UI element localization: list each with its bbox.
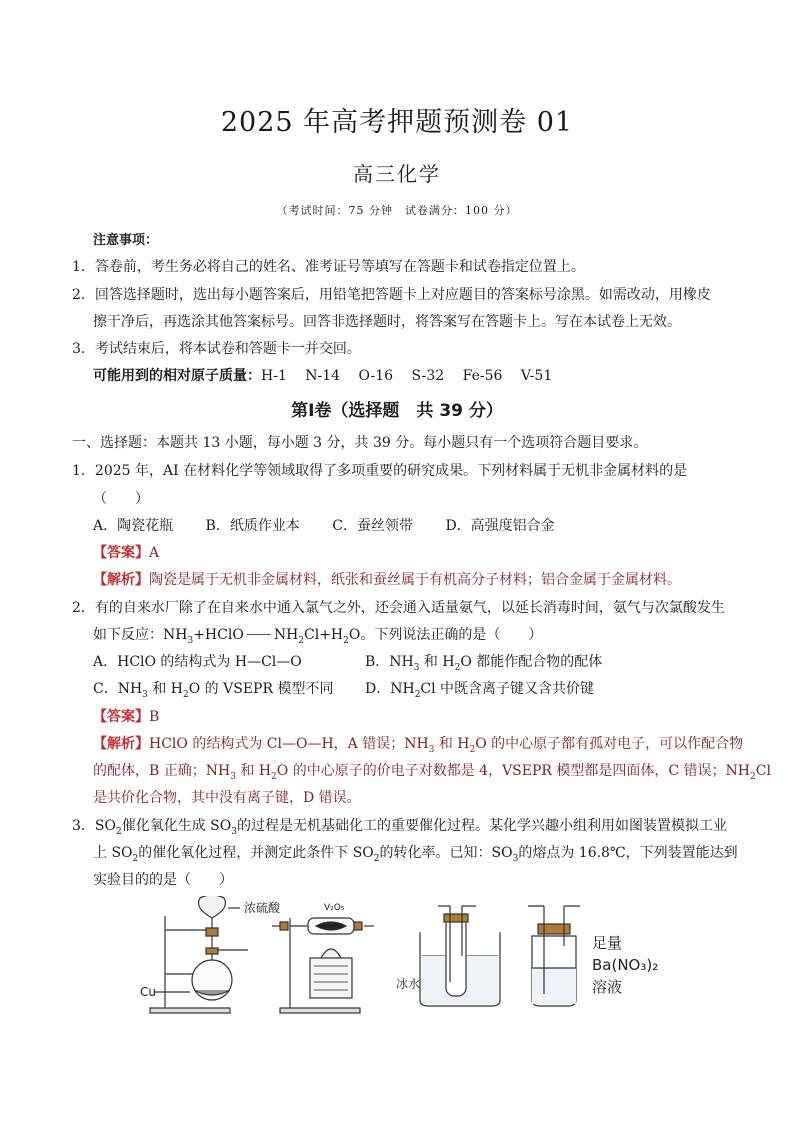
q2-option-c [93, 678, 333, 700]
catalyst-apparatus [272, 918, 374, 1013]
ice-bath-apparatus [420, 906, 500, 1006]
note-item-3: 3．考试结束后，将本试卷和答题卡一并交回。 [72, 341, 361, 357]
text: B．NH [365, 654, 414, 670]
text: 如下反应：NH [93, 627, 188, 643]
subscript: 2 [298, 635, 305, 646]
notes-heading: 注意事项： [93, 233, 159, 248]
text: Cl 中既含离子键又含共价键 [420, 681, 595, 697]
q1-options: A．陶瓷花瓶 B．纸质作业本 C．蚕丝领带 D．高强度铝合金 [93, 518, 555, 534]
atomic-mass-values: H-1 N-14 O-16 S-32 Fe-56 V-51 [261, 368, 553, 384]
wash-bottle-apparatus [528, 906, 580, 1006]
text: 的转化率。已知：SO [379, 845, 513, 861]
text: 的配体，B 正确；NH [93, 763, 231, 779]
fig-label-ice: 冰水 [396, 977, 421, 991]
q2-option-d [365, 678, 594, 700]
text: 的催化氧化过程，并测定此条件下 SO [138, 845, 374, 861]
text: O 的 VSEPR 模型不同 [188, 681, 334, 697]
note-item-2: 2．回答选择题时，选出每小题答案后，用铅笔把答题卡上对应题目的答案标号涂黑。如需改动，用橡皮 [72, 287, 711, 303]
atomic-mass-line [93, 365, 552, 385]
subject-title: 高三化学 [353, 162, 441, 186]
answer-label: 【答案】 [93, 709, 149, 725]
q3-stem-3: 实验目的的是（ ） [93, 872, 233, 888]
q2-analysis-1 [93, 733, 743, 755]
text: 催化氧化生成 SO [121, 818, 232, 834]
fig-label-ba-1: 足量 [592, 934, 623, 952]
answer-value: A [149, 545, 160, 561]
subscript: 2 [454, 662, 461, 673]
note-item-1: 1．答卷前，考生务必将自己的姓名、准考证号等填写在答题卡和试卷指定位置上。 [72, 259, 585, 275]
subscript: 3 [142, 689, 148, 700]
q3-stem-2 [93, 842, 738, 864]
subscript: 2 [750, 771, 756, 782]
answer-value: B [149, 709, 160, 725]
q2-answer [93, 706, 159, 726]
subscript: 3 [187, 635, 194, 646]
exam-title: 2025 年高考押题预测卷 01 [220, 107, 574, 138]
text: NH [273, 627, 299, 643]
text: O 都能作配合物的配体 [460, 654, 603, 670]
subscript: 2 [271, 771, 277, 782]
q2-stem-1: 2．有的自来水厂除了在自来水中通入氯气之外，还会通入适量氨气，以延长消毒时间，氨气与次氯酸发生 [72, 600, 725, 616]
q2-option-a: A．HClO 的结构式为 H—Cl—O [93, 654, 302, 670]
apparatus-figure [140, 896, 680, 1016]
q3-stem-1 [72, 815, 727, 837]
subscript: 2 [469, 744, 476, 755]
subscript: 2 [373, 853, 380, 864]
text: Cl [755, 763, 771, 779]
subscript: 3 [413, 662, 420, 673]
fig-label-cu: Cu [140, 985, 156, 999]
text: 和 H [434, 736, 470, 752]
text: 3．SO [72, 818, 116, 834]
text: D．NH [365, 681, 415, 697]
q2-option-b [365, 651, 602, 673]
analysis-label: 【解析】 [93, 572, 149, 588]
flask-apparatus [150, 896, 248, 1013]
fig-label-acid: 浓硫酸 [244, 901, 281, 915]
q1-stem: 1．2025 年，AI 在材料化学等领域取得了多项重要的研究成果。下列材料属于无机非金属材料的是 [72, 463, 688, 479]
q1-answer [93, 542, 159, 562]
equilibrium-arrow [247, 634, 271, 635]
subscript: 2 [132, 853, 139, 864]
fig-label-ba-2: Ba(NO₃)₂ [592, 956, 659, 974]
subscript: 3 [428, 744, 435, 755]
subscript: 2 [115, 826, 122, 837]
subscript: 3 [512, 853, 519, 864]
text: O 的中心原子的价电子对数都是 4，VSEPR 模型都是四面体，C 错误；NH [276, 763, 751, 779]
subscript: 2 [414, 689, 421, 700]
text: O。下列说法正确的是（ ） [348, 627, 543, 643]
analysis-label: 【解析】 [93, 736, 149, 752]
section-title: 第Ⅰ卷（选择题 共 39 分） [291, 401, 503, 421]
fig-label-v2o5: V₂O₅ [324, 903, 345, 913]
text: O 的中心原子都有孤对电子，可以作配合物 [475, 736, 744, 752]
q2-stem-2 [93, 624, 542, 646]
text: 的熔点为 16.8℃，下列装置能达到 [518, 845, 738, 861]
section-instruction: 一、选择题：本题共 13 小题，每小题 3 分，共 39 分。每小题只有一个选项符合题目要求。 [72, 435, 648, 451]
subscript: 2 [183, 689, 189, 700]
answer-label: 【答案】 [93, 545, 149, 561]
q2-analysis-2 [93, 760, 771, 782]
q1-blank: （ ） [93, 491, 149, 507]
subscript: 3 [231, 826, 237, 837]
exam-info: （考试时间：75 分钟 试卷满分：100 分） [276, 204, 518, 217]
text: +HClO [193, 627, 244, 643]
fig-label-ba-3: 溶液 [592, 978, 623, 996]
analysis-text: 陶瓷是属于无机非金属材料，纸张和蚕丝属于有机高分子材料；铝合金属于金属材料。 [149, 572, 681, 588]
text: HClO 的结构式为 Cl—O—H，A 错误；NH [149, 736, 429, 752]
text: 的过程是无机基础化工的重要催化过程。某化学兴趣小组利用如图装置模拟工业 [236, 818, 727, 834]
subscript: 2 [343, 635, 349, 646]
text: Cl+H [304, 627, 344, 643]
text: 和 H [419, 654, 455, 670]
atomic-mass-label: 可能用到的相对原子质量： [93, 368, 261, 384]
text: C．NH [93, 681, 143, 697]
q1-analysis [93, 569, 681, 589]
text: 和 H [235, 763, 272, 779]
subscript: 3 [230, 771, 236, 782]
text: 和 H [147, 681, 184, 697]
note-item-2-cont: 擦干净后，再选涂其他答案标号。回答非选择题时，将答案写在答题卡上。写在本试卷上无效。 [93, 314, 681, 330]
q2-analysis-3: 是共价化合物，其中没有离子键，D 错误。 [93, 790, 361, 806]
text: 上 SO [93, 845, 133, 861]
